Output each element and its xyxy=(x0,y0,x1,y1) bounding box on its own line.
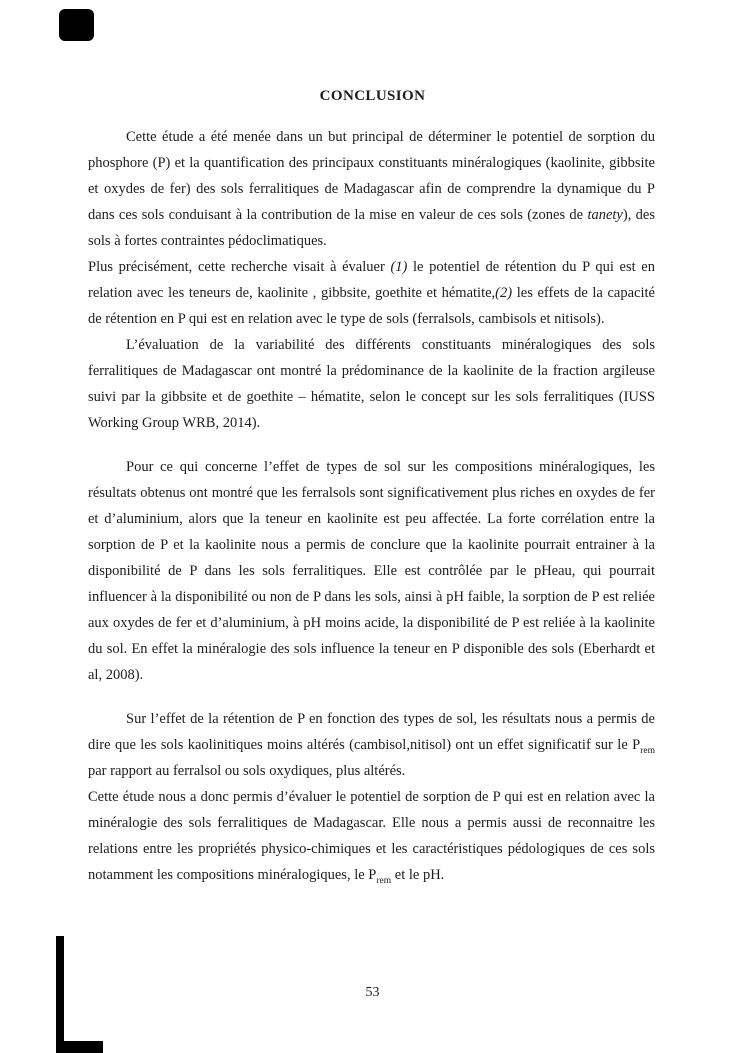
text-run: par rapport au ferralsol ou sols oxydiques, plus altérés. xyxy=(88,763,406,779)
section-heading: CONCLUSION xyxy=(319,88,426,104)
paragraph xyxy=(88,706,655,784)
text-run-sub: rem xyxy=(640,745,655,756)
text-run: Sur l’effet de la rétention de P en fonction des types de sol, les résultats nous a permis de dire que les sols kaolinitiques moins altérés (cambisol,nitisol) ont un effet significatif sur le P xyxy=(88,711,655,753)
document-body xyxy=(88,124,655,888)
text-run: L’évaluation de la variabilité des différents constituants minéralogiques des sols ferralitiques de Madagascar ont montré la prédominance de la kaolinite de la fraction argileuse suivi par la gibbsite et de goethite – hématite, selon le concept sur les sols ferralitiques (IUSS Working Group WRB, 2014). xyxy=(88,337,655,431)
text-run: le potentiel de rétention du P qui est en relation avec les teneurs de, kaolinite , gibbsite, goethite et hématite, xyxy=(88,259,655,301)
page-number: 53 xyxy=(365,985,380,1000)
text-run-italic: (1) xyxy=(390,259,408,275)
scan-artifact-top-left xyxy=(59,9,94,41)
text-run: Pour ce qui concerne l’effet de types de sol sur les compositions minéralogiques, les résultats obtenus ont montré que les ferralsols sont significativement plus riches en oxydes de fer et d’aluminium, alors que la teneur en kaolinite est peu affectée. La forte corrélation entre la sorption de P et la kaolinite nous a permis de conclure que la kaolinite pourrait entrainer à la disponibilité de P dans les sols ferralitiques. Elle est contrôlée par le pHeau, qui pourrait influencer à la disponibilité ou non de P dans les sols, ainsi à pH faible, la sorption de P est reliée aux oxydes de fer et d’aluminium, à pH moins acide, la disponibilité de P est reliée à la kaolinite du sol. En effet la minéralogie des sols influence la teneur en P disponible des sols (Eberhardt et al, 2008). xyxy=(88,459,655,683)
paragraph xyxy=(88,332,655,436)
paragraph xyxy=(88,784,655,888)
paragraph xyxy=(88,124,655,254)
text-run: Plus précisément, cette recherche visait à évaluer xyxy=(88,259,391,275)
text-run-sub: rem xyxy=(376,875,392,886)
scan-artifact-bottom-left-vertical xyxy=(56,936,64,1053)
paragraph xyxy=(88,254,655,332)
text-run: et le pH. xyxy=(391,867,445,883)
scan-artifact-bottom-left-horizontal xyxy=(56,1041,103,1053)
text-run: Cette étude nous a donc permis d’évaluer le potentiel de sorption de P qui est en relation avec la minéralogie des sols ferralitiques de Madagascar. Elle nous a permis aussi de reconnaitre les relations entre les propriétés physico-chimiques et les caractéristiques pédologiques de ces sols notamment les compositions minéralogiques, le P xyxy=(88,789,655,883)
text-run: les effets de la capacité de rétention en P qui est en relation avec le type de sols (ferralsols, cambisols et nitisols). xyxy=(88,285,655,327)
text-run-italic: tanety xyxy=(587,207,623,223)
text-run-italic: (2) xyxy=(495,285,513,301)
text-run: Cette étude a été menée dans un but principal de déterminer le potentiel de sorption du phosphore (P) et la quantification des principaux constituants minéralogiques (kaolinite, gibbsite et oxydes de fer) des sols ferralitiques de Madagascar afin de comprendre la dynamique du P dans ces sols conduisant à la contribution de la mise en valeur de ces sols (zones de xyxy=(88,129,655,223)
paragraph xyxy=(88,454,655,688)
text-run: ), des sols à fortes contraintes pédoclimatiques. xyxy=(88,207,655,249)
